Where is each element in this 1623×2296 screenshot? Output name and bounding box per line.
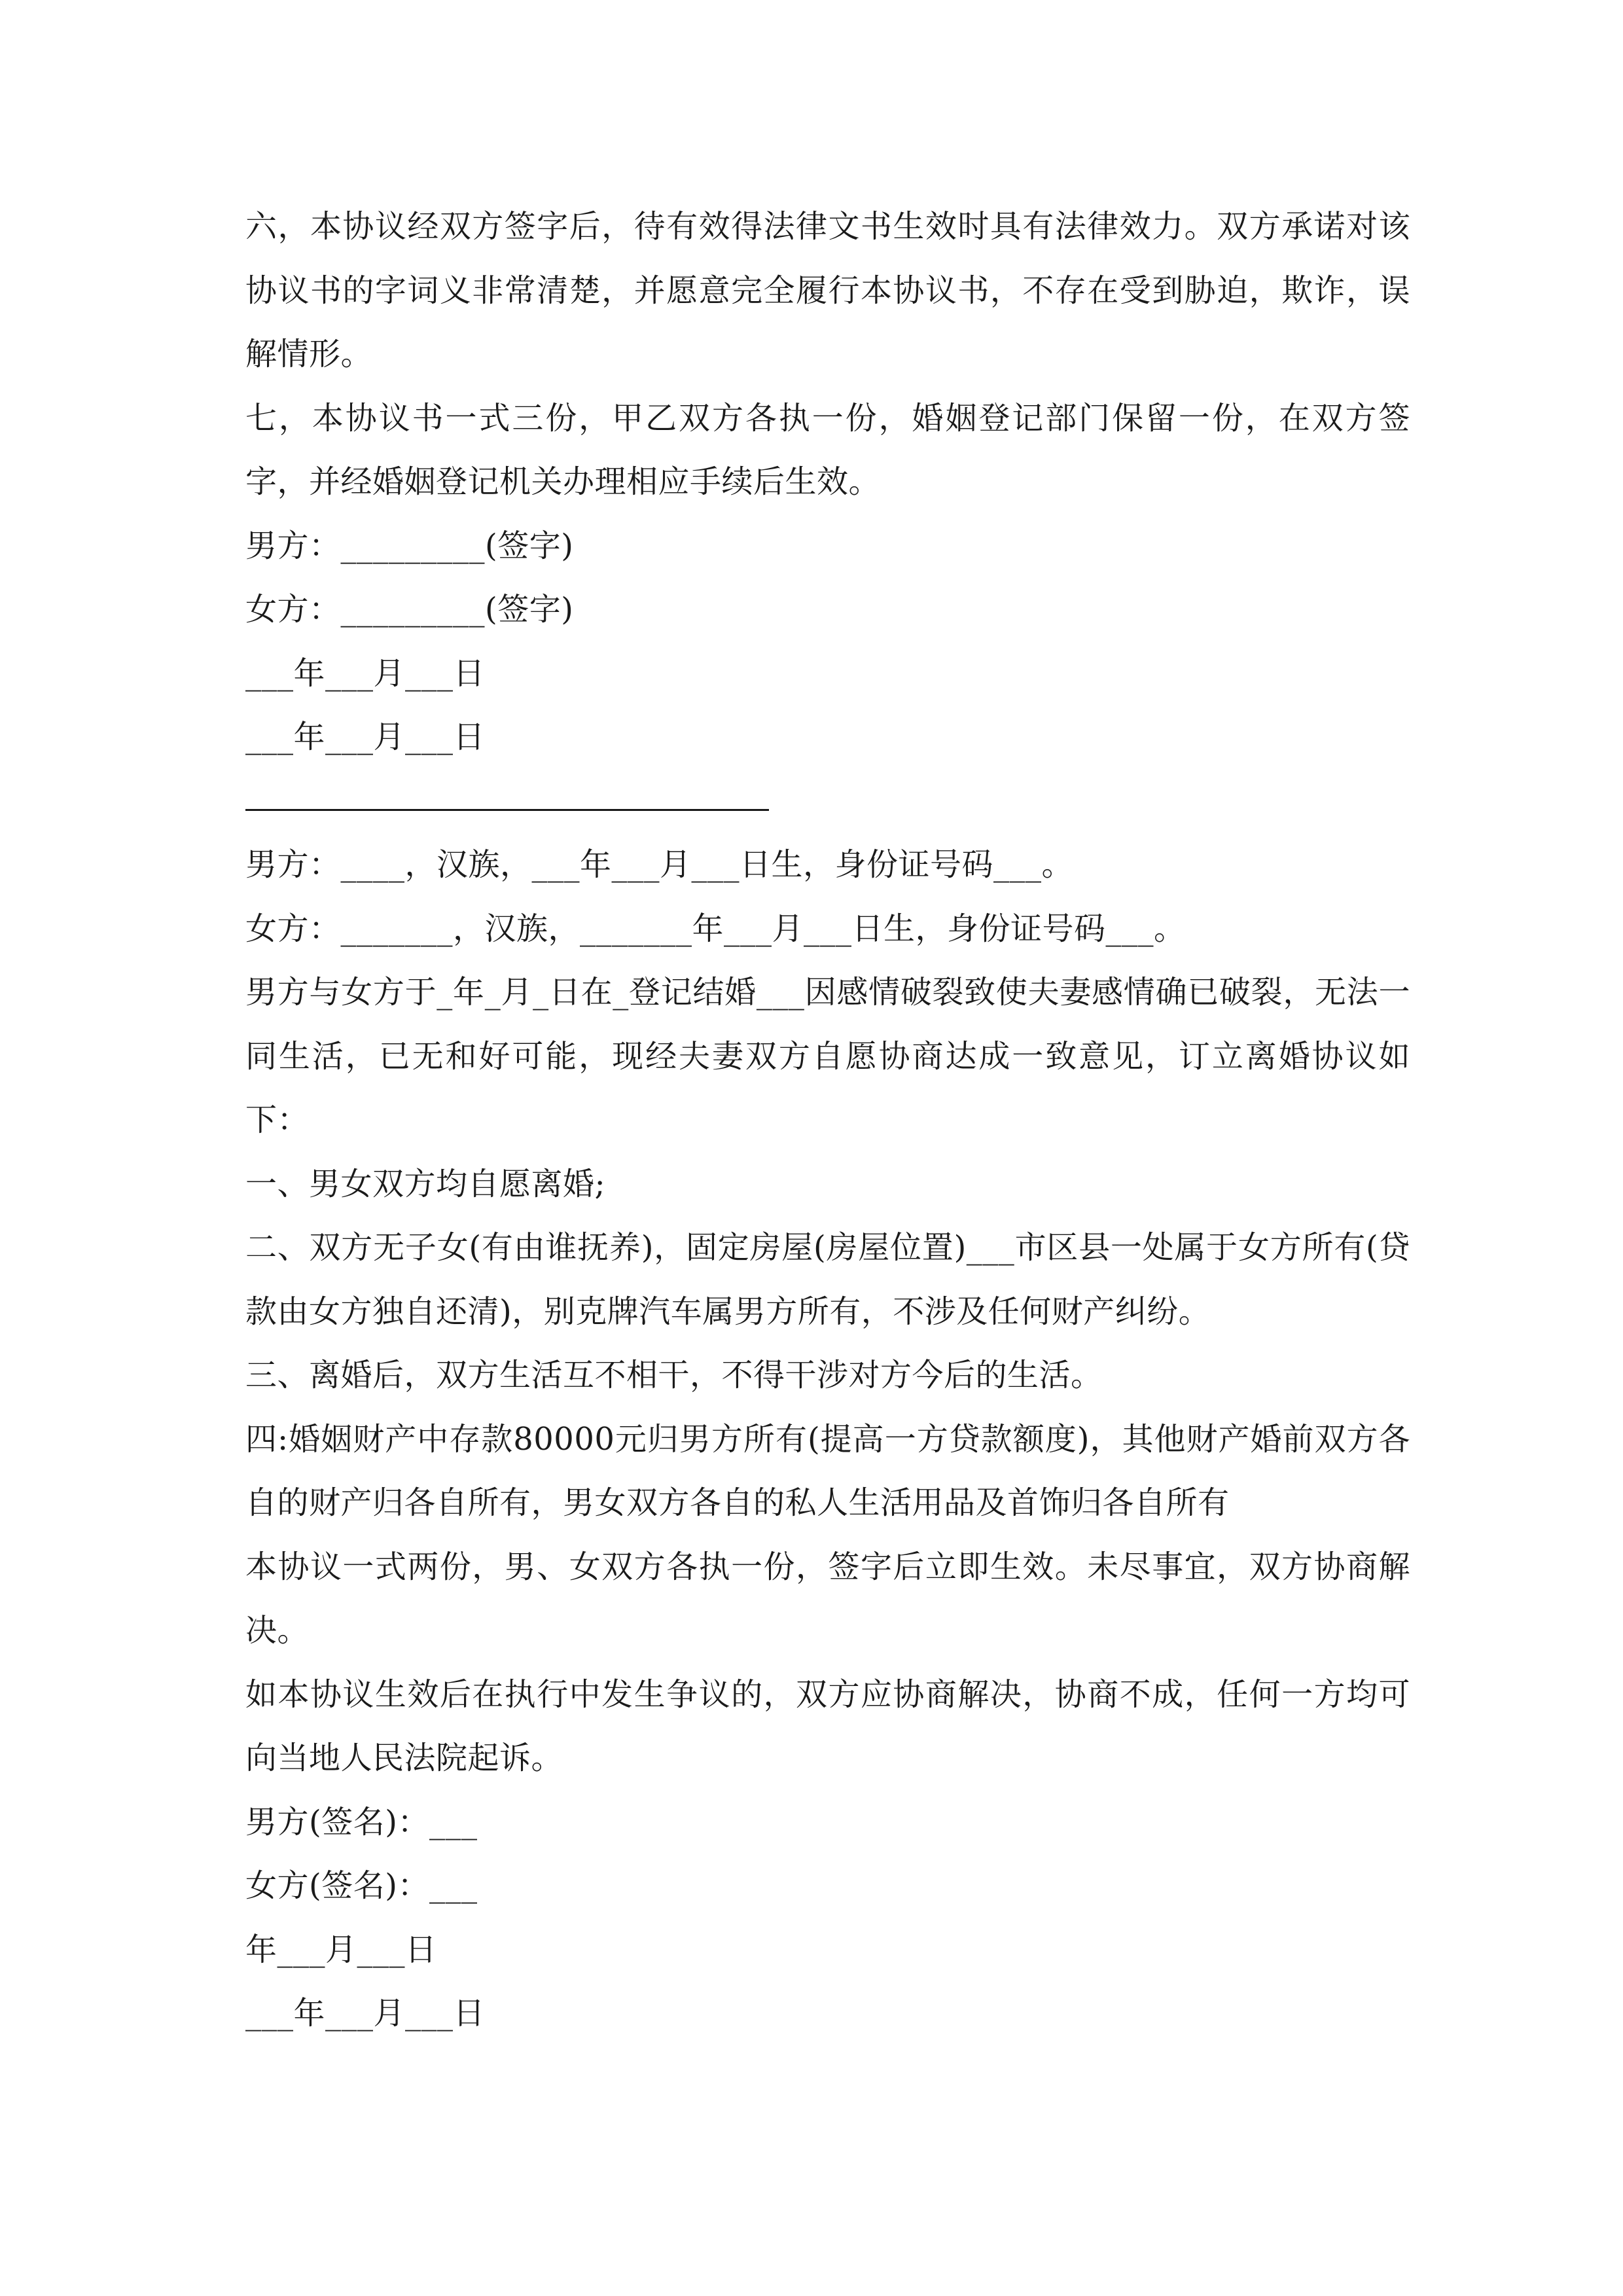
item-two: 二、双方无子女(有由谁抚养)，固定房屋(房屋位置)___市区县一处属于女方所有(贷款由女方独自还清)，别克牌汽车属男方所有，不涉及任何财产纠纷。: [245, 1229, 1410, 1330]
divider-rule: [245, 809, 769, 811]
male-signature-line: 男方(签名)：___: [245, 1803, 478, 1840]
item-three: 三、离婚后，双方生活互不相干，不得干涉对方今后的生活。: [245, 1357, 1103, 1393]
clause-seven: 七，本协议书一式三份，甲乙双方各执一份，婚姻登记部门保留一份，在双方签字，并经婚姻登记机关办理相应手续后生效。: [245, 399, 1410, 500]
item-four: 四:婚姻财产中存款80000元归男方所有(提高一方贷款额度)，其他财产婚前双方各自的财产归各自所有，男女双方各自的私人生活用品及首饰归各自所有: [245, 1420, 1410, 1521]
clause-six: 六，本协议经双方签字后，待有效得法律文书生效时具有法律效力。双方承诺对该协议书的字词义非常清楚，并愿意完全履行本协议书，不存在受到胁迫，欺诈，误解情形。: [245, 208, 1410, 372]
item-one: 一、男女双方均自愿离婚;: [245, 1165, 606, 1202]
female-info-line: 女方：_______，汉族，_______年___月___日生，身份证号码___。: [245, 910, 1186, 947]
date-line: ___年___月___日: [245, 655, 486, 692]
male-info-line: 男方：____，汉族，___年___月___日生，身份证号码___。: [245, 846, 1074, 883]
dispute-clause: 如本协议生效后在执行中发生争议的，双方应协商解决，协商不成，任何一方均可向当地人民法院起诉。: [245, 1676, 1410, 1776]
date-line: 年___月___日: [245, 1931, 437, 1968]
document-body: [245, 195, 1410, 2046]
agreement-preamble: 男方与女方于_年_月_日在_登记结婚___因感情破裂致使夫妻感情确已破裂，无法一同生活，已无和好可能，现经夫妻双方自愿协商达成一致意见，订立离婚协议如下：: [245, 974, 1410, 1138]
female-signature-line: 女方(签名)：___: [245, 1867, 478, 1904]
section-divider: [245, 770, 1410, 834]
female-signature-line: 女方：_________(签字): [245, 591, 574, 628]
date-line: ___年___月___日: [245, 719, 486, 755]
copies-clause: 本协议一式两份，男、女双方各执一份，签字后立即生效。未尽事宜，双方协商解决。: [245, 1548, 1410, 1649]
date-line: ___年___月___日: [245, 1995, 486, 2032]
male-signature-line: 男方：_________(签字): [245, 527, 574, 564]
